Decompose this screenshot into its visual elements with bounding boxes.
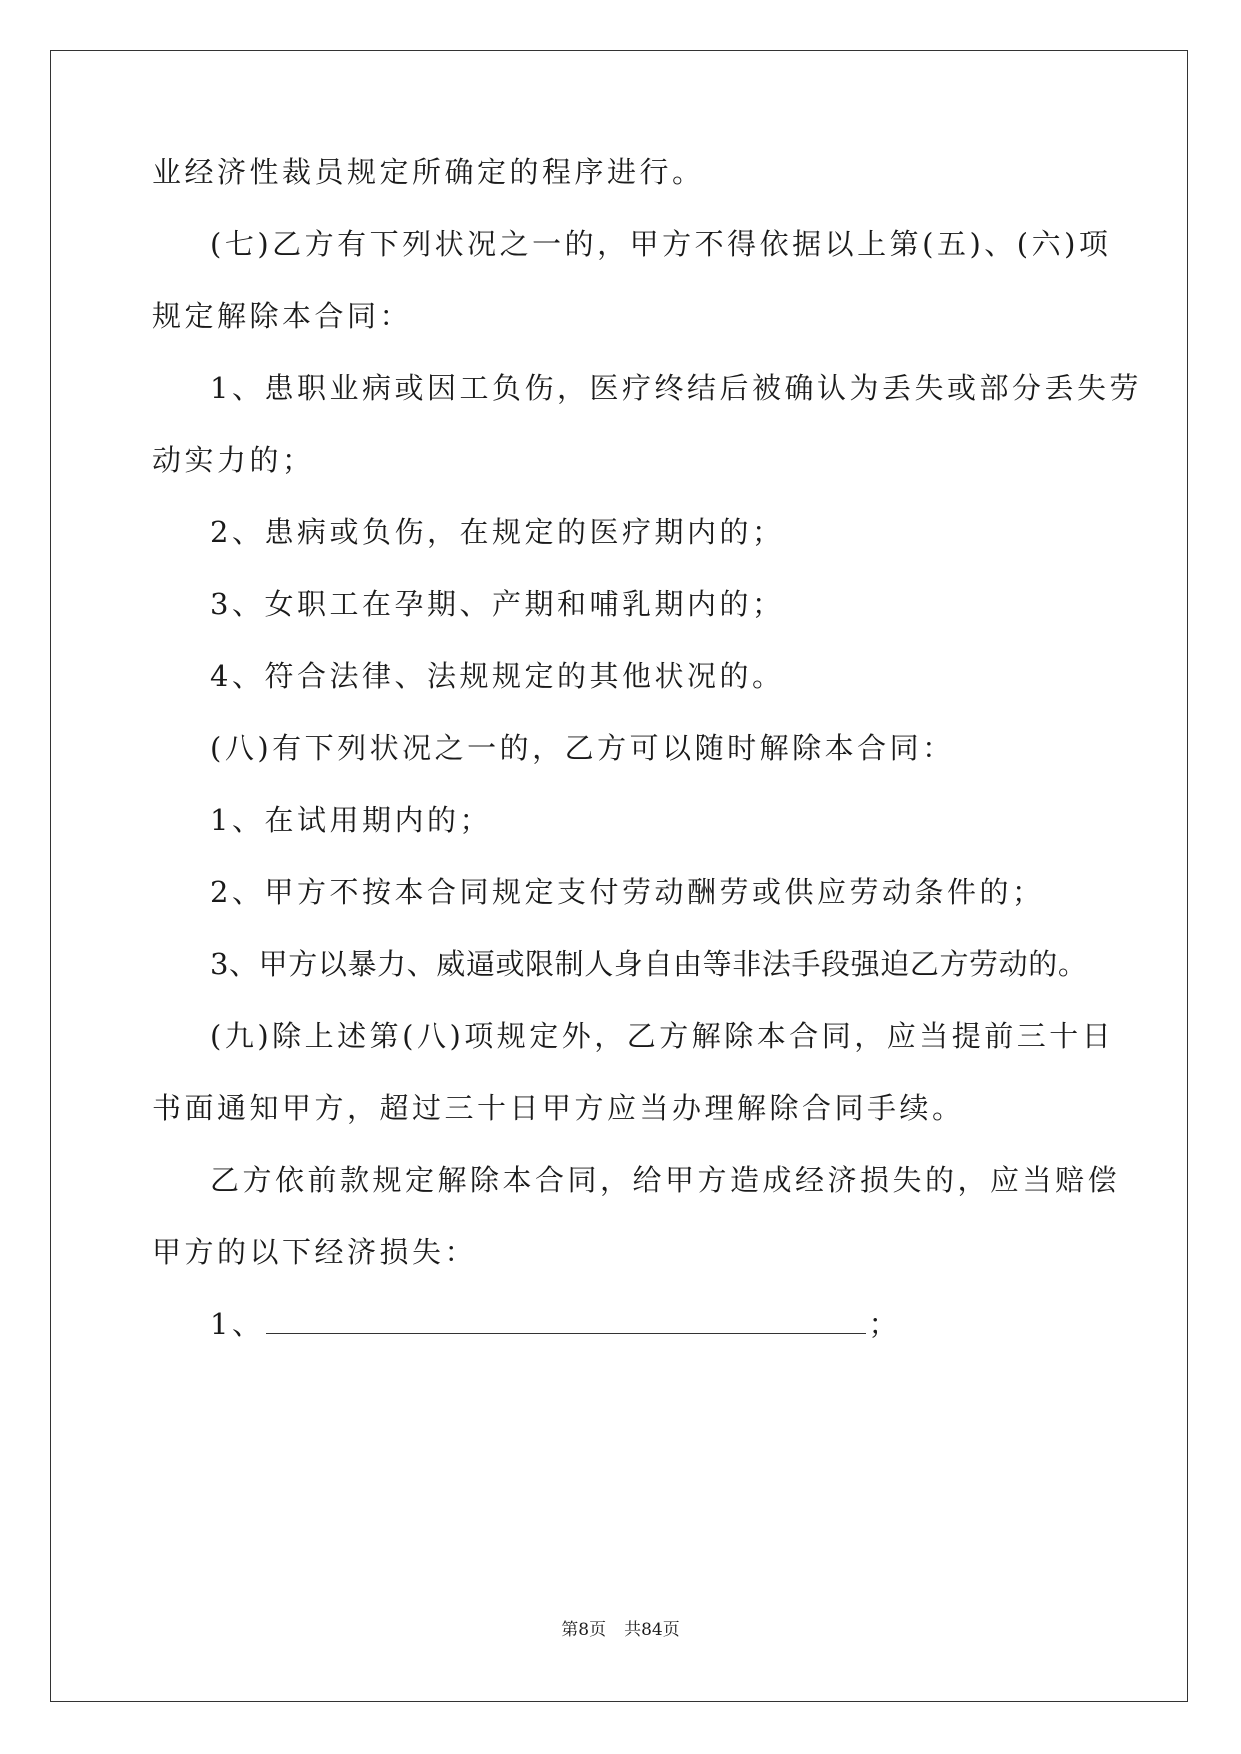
paragraph-line: 3、甲方以暴力、威逼或限制人身自由等非法手段强迫乙方劳动的。 xyxy=(210,947,1088,981)
total-page-count: 共84页 xyxy=(624,1620,680,1640)
blank-item-line xyxy=(210,1307,901,1341)
page-footer xyxy=(0,1619,1241,1641)
paragraph-line: 甲方的以下经济损失： xyxy=(152,1235,478,1269)
paragraph-line: 规定解除本合同： xyxy=(152,299,413,333)
blank-item-suffix: ； xyxy=(868,1307,901,1341)
paragraph-line: 动实力的； xyxy=(152,443,315,477)
fill-in-blank xyxy=(266,1307,866,1334)
paragraph-line: 乙方依前款规定解除本合同，给甲方造成经济损失的，应当赔偿 xyxy=(210,1163,1121,1197)
paragraph-line: 业经济性裁员规定所确定的程序进行。 xyxy=(152,155,705,189)
paragraph-line: (九)除上述第(八)项规定外，乙方解除本合同，应当提前三十日 xyxy=(210,1019,1115,1053)
current-page-number: 第8页 xyxy=(561,1620,607,1640)
paragraph-line: (七)乙方有下列状况之一的，甲方不得依据以上第(五)、(六)项 xyxy=(210,227,1112,261)
paragraph-line: 书面通知甲方，超过三十日甲方应当办理解除合同手续。 xyxy=(152,1091,965,1125)
paragraph-line: 1、在试用期内的； xyxy=(210,803,492,837)
paragraph-line: (八)有下列状况之一的，乙方可以随时解除本合同： xyxy=(210,731,955,765)
blank-item-prefix: 1、 xyxy=(210,1307,265,1341)
paragraph-line: 2、甲方不按本合同规定支付劳动酬劳或供应劳动条件的； xyxy=(210,875,1045,909)
paragraph-line: 2、患病或负伤，在规定的医疗期内的； xyxy=(210,515,785,549)
paragraph-line: 3、女职工在孕期、产期和哺乳期内的； xyxy=(210,587,785,621)
paragraph-line: 1、患职业病或因工负伤，医疗终结后被确认为丢失或部分丢失劳 xyxy=(210,371,1142,405)
paragraph-line: 4、符合法律、法规规定的其他状况的。 xyxy=(210,659,785,693)
